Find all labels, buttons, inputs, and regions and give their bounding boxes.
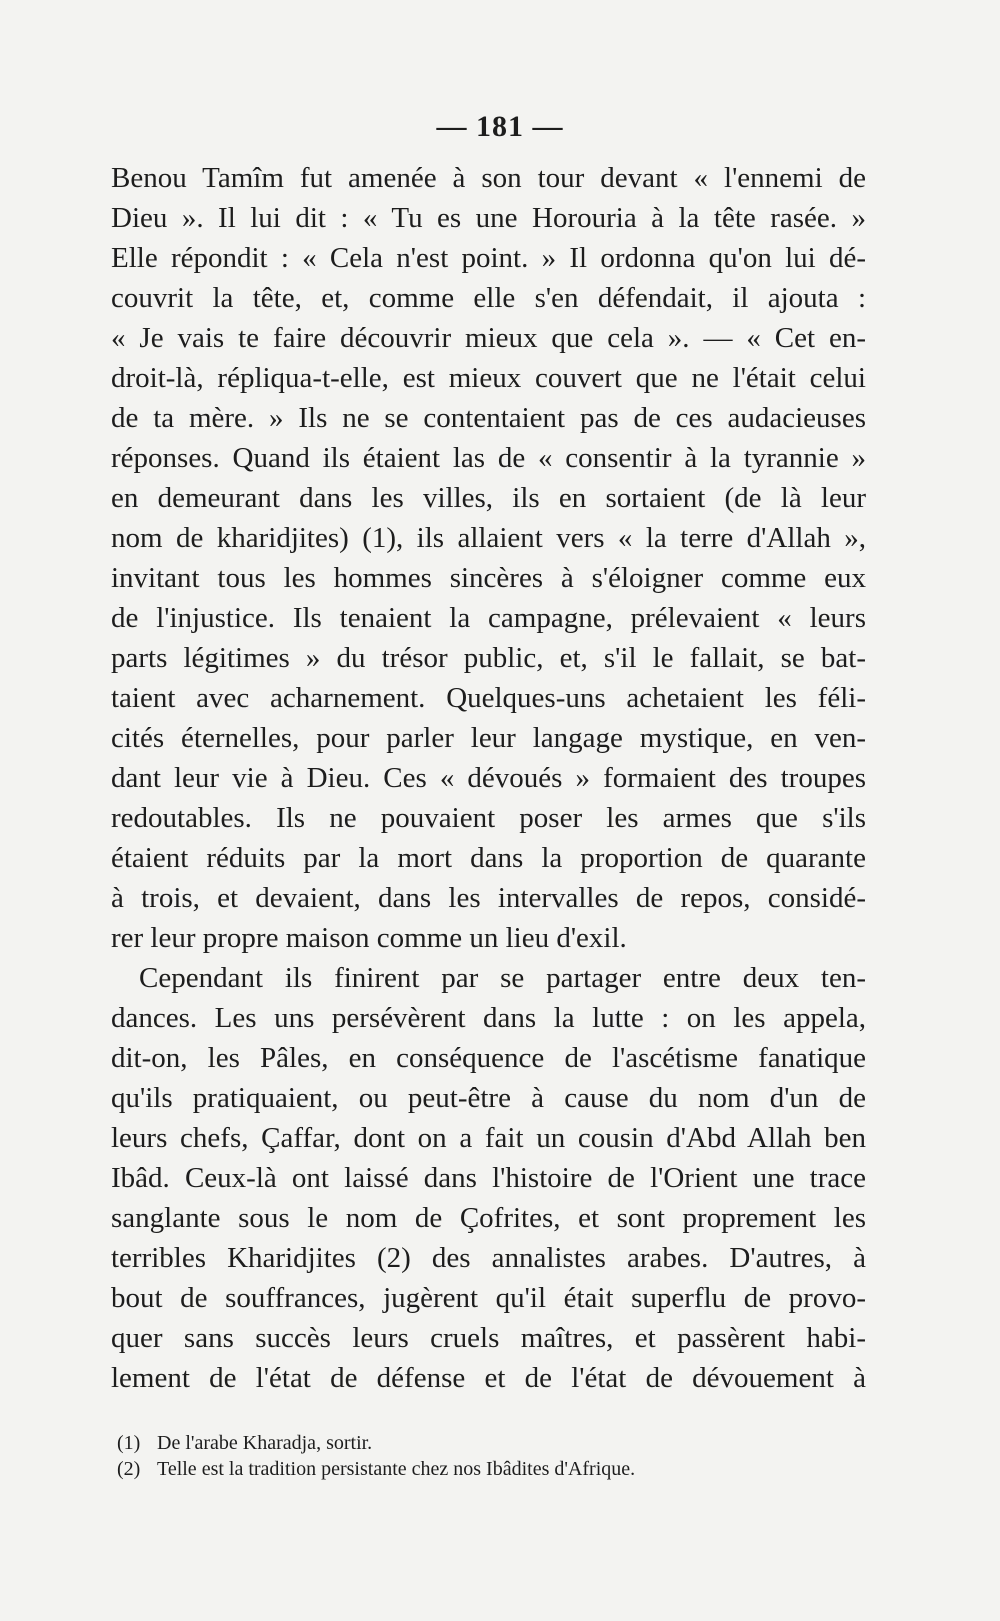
- text-line: taient avec acharnement. Quelques-uns achetaient les féli-: [111, 682, 866, 714]
- page-number: — 181 —: [436, 110, 564, 143]
- text-line: dit-on, les Pâles, en conséquence de l'ascétisme fanatique: [111, 1042, 866, 1074]
- footnote-mark: (1): [117, 1432, 141, 1454]
- text-line: cités éternelles, pour parler leur langage mystique, en ven-: [111, 722, 866, 754]
- text-line: à trois, et devaient, dans les intervalles de repos, considé-: [111, 882, 866, 914]
- text-line: « Je vais te faire découvrir mieux que cela ». — « Cet en-: [111, 322, 866, 354]
- text-line: nom de kharidjites) (1), ils allaient vers « la terre d'Allah »,: [111, 522, 866, 554]
- text-line: étaient réduits par la mort dans la proportion de quarante: [111, 842, 866, 874]
- text-line: Dieu ». Il lui dit : « Tu es une Horouria à la tête rasée. »: [111, 202, 866, 234]
- text-line: parts légitimes » du trésor public, et, s'il le fallait, se bat-: [111, 642, 866, 674]
- text-line: dances. Les uns persévèrent dans la lutte : on les appela,: [111, 1002, 866, 1034]
- footnotes: [117, 1430, 837, 1482]
- text-line: Ibâd. Ceux-là ont laissé dans l'histoire de l'Orient une trace: [111, 1162, 866, 1194]
- text-line: Benou Tamîm fut amenée à son tour devant « l'ennemi de: [111, 162, 866, 194]
- text-line: en demeurant dans les villes, ils en sortaient (de là leur: [111, 482, 866, 514]
- text-line: couvrit la tête, et, comme elle s'en défendait, il ajouta :: [111, 282, 866, 314]
- footnote-text: Telle est la tradition persistante chez nos Ibâdites d'Afrique.: [157, 1458, 636, 1480]
- text-line: dant leur vie à Dieu. Ces « dévoués » formaient des troupes: [111, 762, 866, 794]
- footnote: [117, 1456, 837, 1482]
- text-line: leurs chefs, Çaffar, dont on a fait un cousin d'Abd Allah ben: [111, 1122, 866, 1154]
- text-line: Elle répondit : « Cela n'est point. » Il ordonna qu'on lui dé-: [111, 242, 866, 274]
- text-line: Cependant ils finirent par se partager entre deux ten-: [139, 962, 866, 994]
- text-line: bout de souffrances, jugèrent qu'il était superflu de provo-: [111, 1282, 866, 1314]
- text-line: droit-là, répliqua-t-elle, est mieux couvert que ne l'était celui: [111, 362, 866, 394]
- text-line: qu'ils pratiquaient, ou peut-être à cause du nom d'un de: [111, 1082, 866, 1114]
- text-line: terribles Kharidjites (2) des annalistes arabes. D'autres, à: [111, 1242, 866, 1274]
- text-line: de l'injustice. Ils tenaient la campagne, prélevaient « leurs: [111, 602, 866, 634]
- footnote: [117, 1430, 837, 1456]
- text-line: lement de l'état de défense et de l'état de dévouement à: [111, 1362, 866, 1394]
- footnote-mark: (2): [117, 1458, 141, 1480]
- text-line: quer sans succès leurs cruels maîtres, et passèrent habi-: [111, 1322, 866, 1354]
- text-line: de ta mère. » Ils ne se contentaient pas de ces audacieuses: [111, 402, 866, 434]
- text-line: invitant tous les hommes sincères à s'éloigner comme eux: [111, 562, 866, 594]
- footnote-text: De l'arabe Kharadja, sortir.: [157, 1432, 373, 1454]
- text-line: redoutables. Ils ne pouvaient poser les armes que s'ils: [111, 802, 866, 834]
- text-line: sanglante sous le nom de Çofrites, et sont proprement les: [111, 1202, 866, 1234]
- body-text: [111, 158, 866, 1398]
- text-line: réponses. Quand ils étaient las de « consentir à la tyrannie »: [111, 442, 866, 474]
- text-line: rer leur propre maison comme un lieu d'exil.: [111, 922, 627, 954]
